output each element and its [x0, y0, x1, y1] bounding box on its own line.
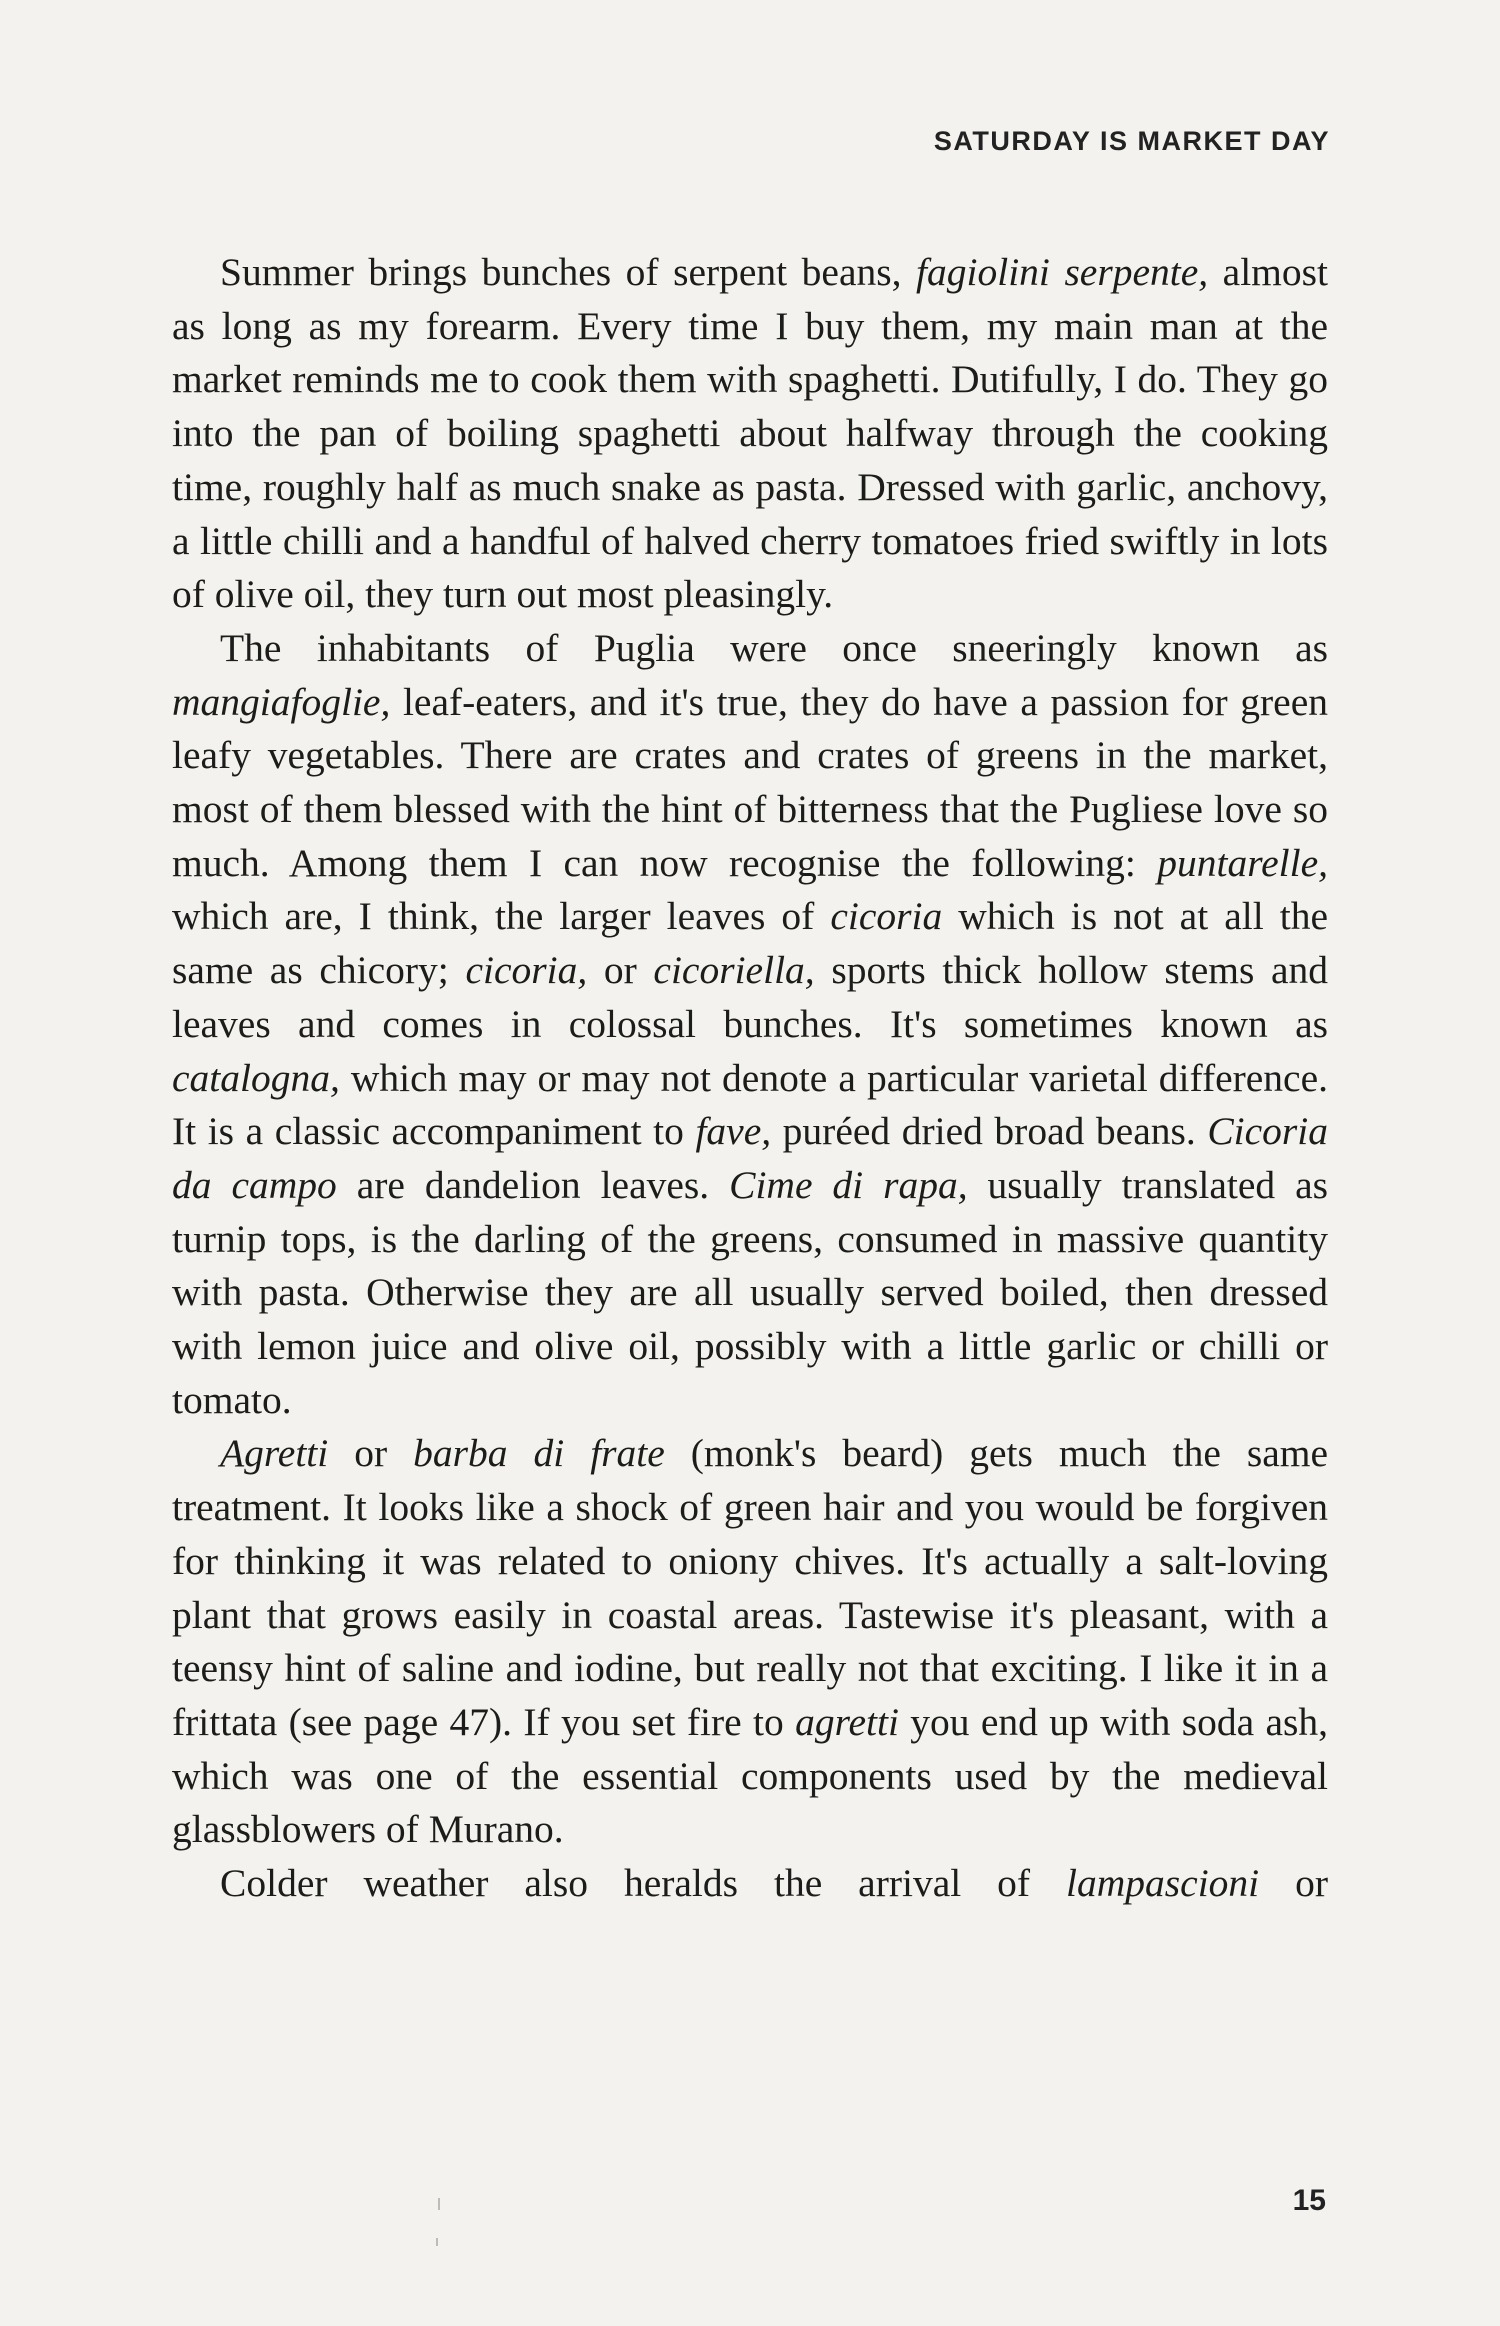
italic-term: puntarelle, [1157, 840, 1328, 885]
italic-term: cicoria [830, 894, 943, 939]
text-run: puréed dried broad beans. [771, 1109, 1208, 1154]
italic-term: fagiolini serpente, [916, 250, 1209, 294]
italic-term: barba di frate [413, 1431, 665, 1476]
italic-term: cicoriella, [653, 948, 815, 993]
text-run: (monk's beard) gets much the same treatment. It looks like a shock of green hair and you would be forgiven for thinking it was related to oniony chives. It's actually a salt-loving plant that grows easily in coastal areas. Tastewise it's pleasant, with a teensy hint of saline and iodine, but really not that exciting. I like it in a frittata (see page 47). If you set fire to [172, 1431, 1328, 1744]
paragraph-leafy-greens [172, 622, 1328, 1428]
scan-artifact-line [436, 2238, 438, 2246]
text-run: you end up with soda ash, which was one of the essential components used by the medieval glassblowers of Murano. [172, 1699, 1328, 1852]
italic-term: catalogna, [172, 1055, 340, 1100]
text-run: leaf-eaters, and it's true, they do have a passion for green leafy vegetables. There are crates and crates of greens in the market, most of them blessed with the hint of bitterness that the Pugliese love so much. Among them I can now recognise the following: [172, 679, 1328, 885]
scan-artifact-line [438, 2198, 440, 2210]
page-number: 15 [1292, 2184, 1326, 2217]
text-run: sports thick hollow stems and leaves and comes in colossal bunches. It's sometimes known as [172, 948, 1329, 1046]
text-run: or [328, 1431, 414, 1476]
italic-term: Cicoria da campo [172, 1109, 1329, 1207]
italic-term: cicoria, [465, 948, 588, 993]
text-run: The inhabitants of Puglia were once sneeringly known as [220, 625, 1328, 670]
italic-term: Agretti [220, 1431, 329, 1476]
text-run: usually translated as turnip tops, is the darling of the greens, consumed in massive quantity with pasta. Otherwise they are all usually served boiled, then dressed with lemon juice and olive oil, possibly with a little garlic or chilli or tomato. [172, 1162, 1328, 1422]
paragraph-lampascioni [172, 1857, 1328, 1911]
paragraph-serpent-beans [172, 246, 1328, 622]
text-run: which are, I think, the larger leaves of [172, 894, 831, 939]
italic-term: Cime di rapa, [729, 1162, 968, 1207]
text-run: or [1259, 1861, 1329, 1906]
italic-term: fave, [695, 1109, 772, 1154]
text-run: which is not at all the same as chicory; [172, 894, 1328, 993]
text-run: Colder weather also heralds the arrival of [220, 1861, 1067, 1906]
text-run: Summer brings bunches of serpent beans, [220, 250, 917, 294]
paragraph-agretti [172, 1427, 1328, 1857]
running-head: SATURDAY IS MARKET DAY [933, 126, 1330, 156]
text-run: are dandelion leaves. [336, 1162, 730, 1207]
italic-term: mangiafoglie, [172, 679, 391, 724]
text-run: or [587, 948, 654, 993]
body-text [172, 246, 1328, 1911]
italic-term: lampascioni [1066, 1861, 1260, 1906]
text-run: almost as long as my forearm. Every time I buy them, my main man at the market reminds me to cook them with spaghetti. Dutifully, I do. They go into the pan of boiling spaghetti about halfway through the cooking time, roughly half as much snake as pasta. Dressed with garlic, anchovy, a little chilli and a handful of halved cherry tomatoes fried swiftly in lots of olive oil, they turn out most pleasingly. [172, 250, 1329, 617]
italic-term: agretti [795, 1699, 899, 1744]
text-run: which may or may not denote a particular varietal difference. It is a classic accompaniment to [172, 1055, 1328, 1154]
